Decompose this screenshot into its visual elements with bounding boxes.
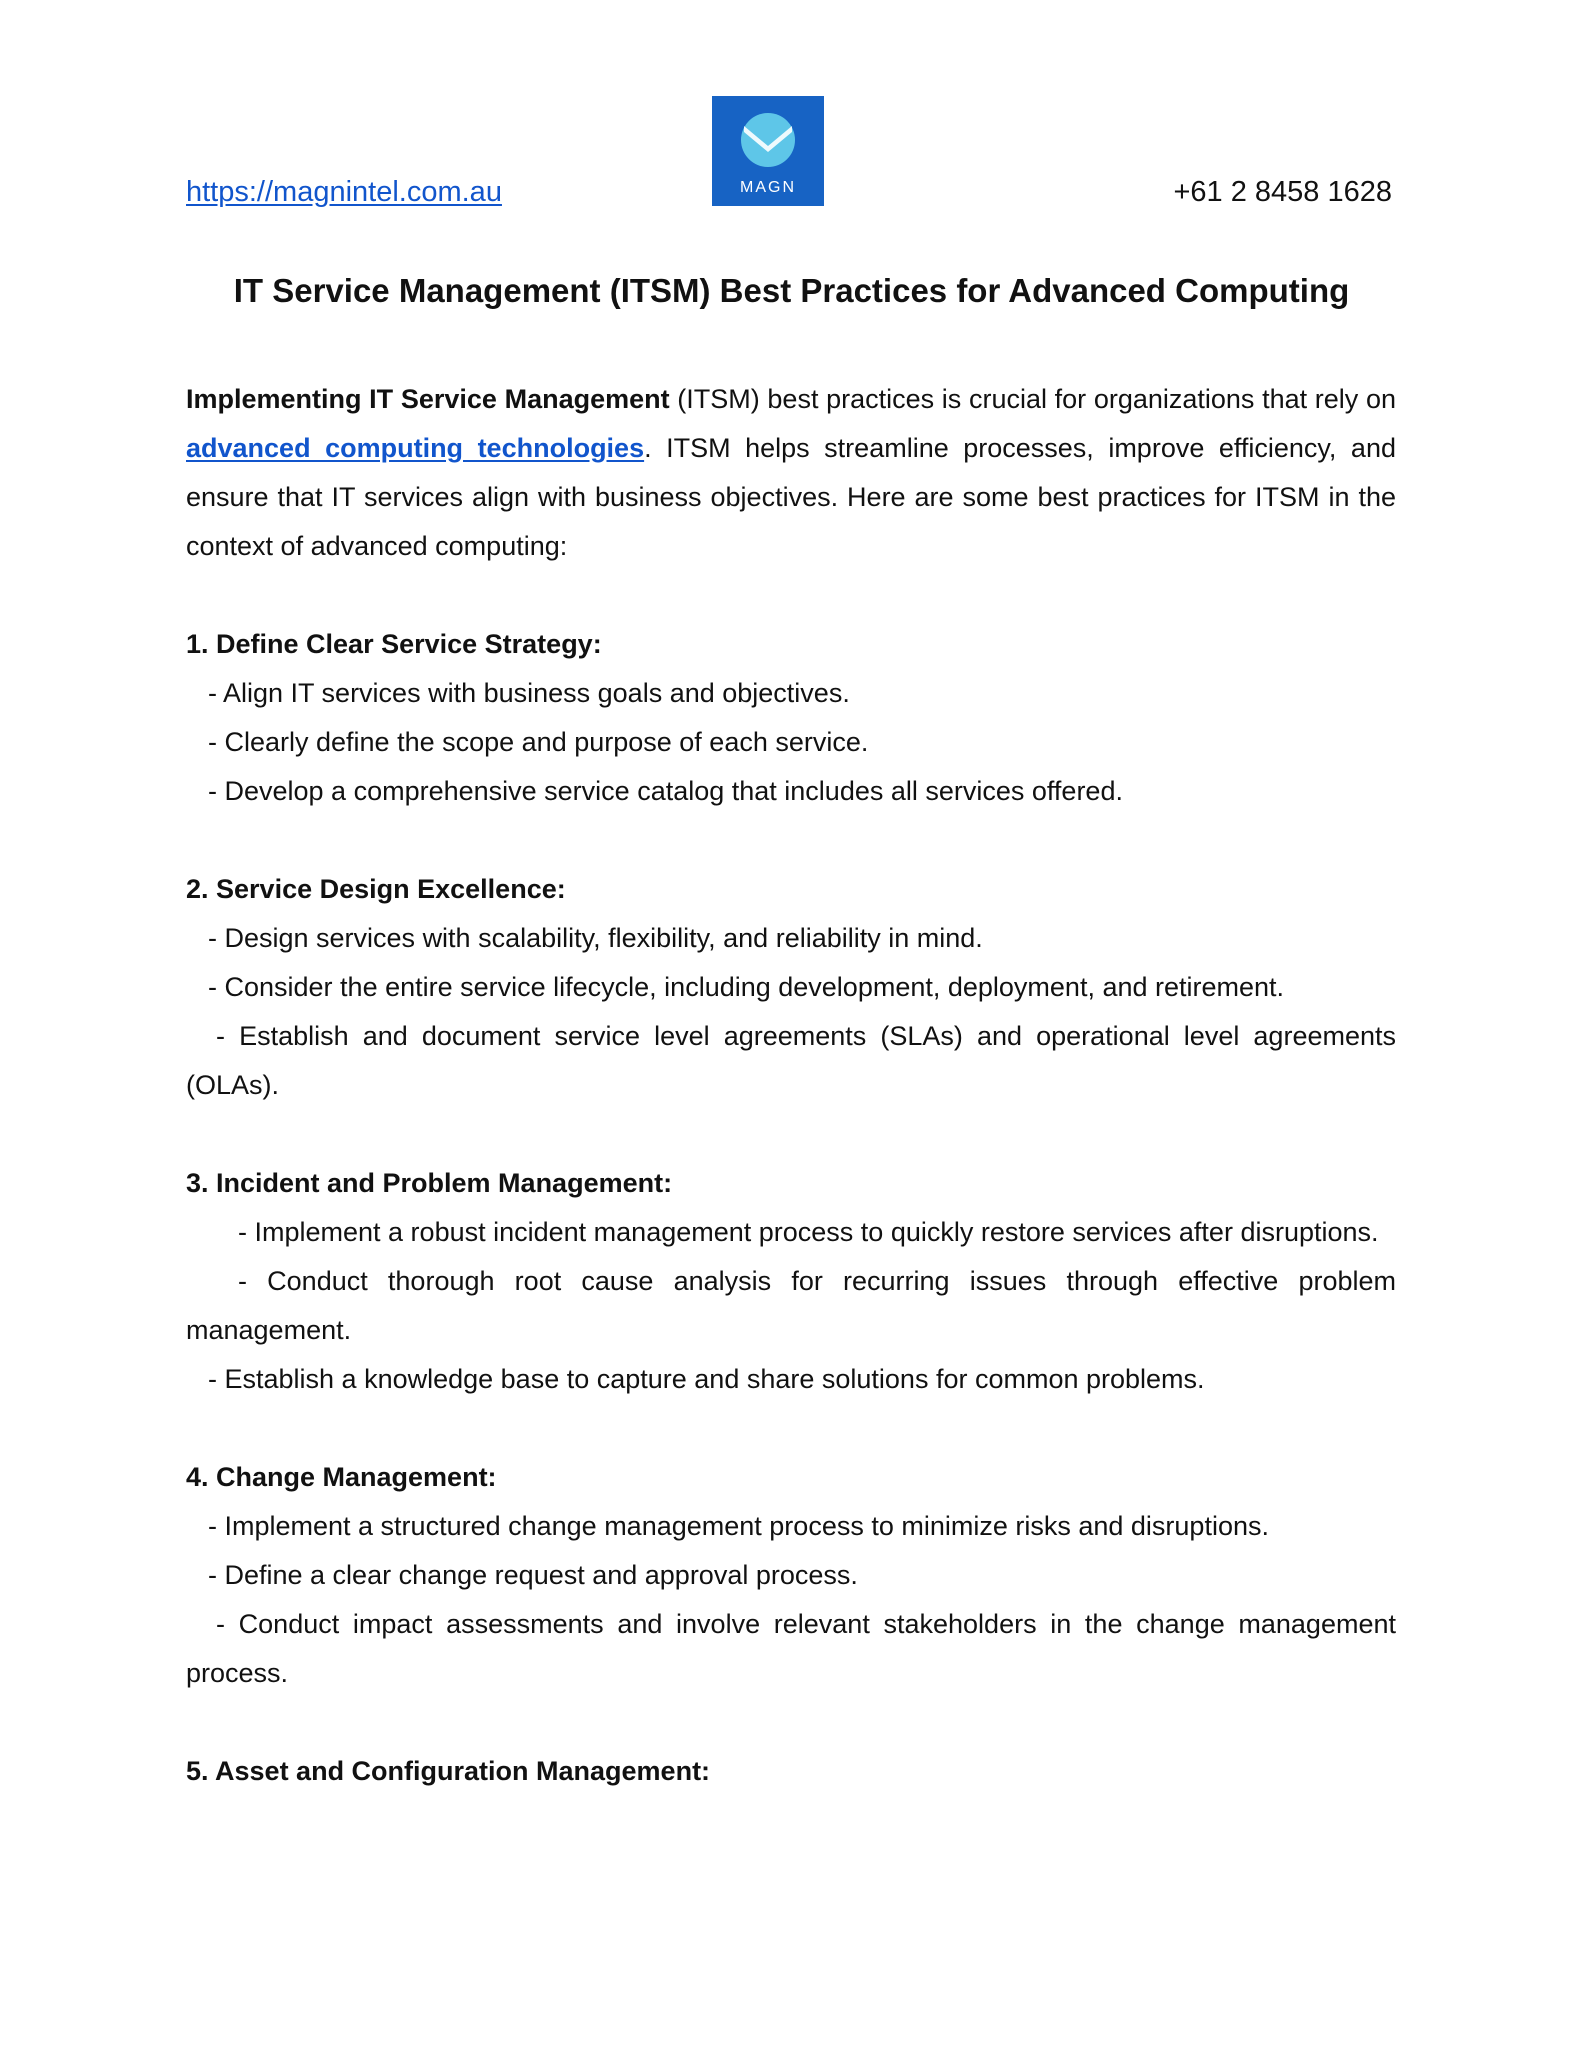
website-link[interactable]: https://magnintel.com.au xyxy=(186,176,502,208)
list-item: - Develop a comprehensive service catalog that includes all services offered. xyxy=(208,776,1123,806)
phone-number: +61 2 8458 1628 xyxy=(1173,176,1392,208)
section-heading: 2. Service Design Excellence: xyxy=(186,874,566,904)
section-heading: 4. Change Management: xyxy=(186,1462,497,1492)
logo-text: MAGN xyxy=(740,179,796,196)
list-item: - Conduct impact assessments and involve relevant stakeholders in the change management process. xyxy=(186,1609,1396,1688)
list-item: - Consider the entire service lifecycle, including development, deployment, and retirement. xyxy=(208,972,1285,1002)
section-heading: 3. Incident and Problem Management: xyxy=(186,1168,673,1198)
list-item: - Implement a robust incident management process to quickly restore services after disruptions. xyxy=(238,1217,1379,1247)
intro-text-2: . ITSM helps streamline processes, improve efficiency, and ensure that IT services align with business objectives. Here are some best practices for ITSM in the context of advanced computing: xyxy=(186,433,1396,561)
list-item: - Implement a structured change management process to minimize risks and disruptions. xyxy=(208,1511,1269,1541)
list-item: - Establish and document service level agreements (SLAs) and operational level agreements (OLAs). xyxy=(186,1021,1396,1100)
section-heading: 5. Asset and Configuration Management: xyxy=(186,1756,711,1786)
intro-text-1: (ITSM) best practices is crucial for organizations that rely on xyxy=(669,384,1396,414)
list-item: - Align IT services with business goals and objectives. xyxy=(208,678,850,708)
magn-logo xyxy=(712,96,824,206)
list-item: - Establish a knowledge base to capture and share solutions for common problems. xyxy=(208,1364,1205,1394)
list-item: - Define a clear change request and approval process. xyxy=(208,1560,858,1590)
document-title: IT Service Management (ITSM) Best Practices for Advanced Computing xyxy=(233,272,1350,309)
list-item: - Clearly define the scope and purpose of each service. xyxy=(208,727,869,757)
list-item: - Conduct thorough root cause analysis for recurring issues through effective problem management. xyxy=(186,1266,1396,1345)
intro-lead: Implementing IT Service Management xyxy=(186,384,670,414)
document-body xyxy=(186,375,1396,1796)
list-item: - Design services with scalability, flexibility, and reliability in mind. xyxy=(208,923,983,953)
section-heading: 1. Define Clear Service Strategy: xyxy=(186,629,602,659)
advanced-computing-link[interactable]: advanced computing technologies xyxy=(186,433,645,463)
intro-paragraph xyxy=(186,375,1396,571)
